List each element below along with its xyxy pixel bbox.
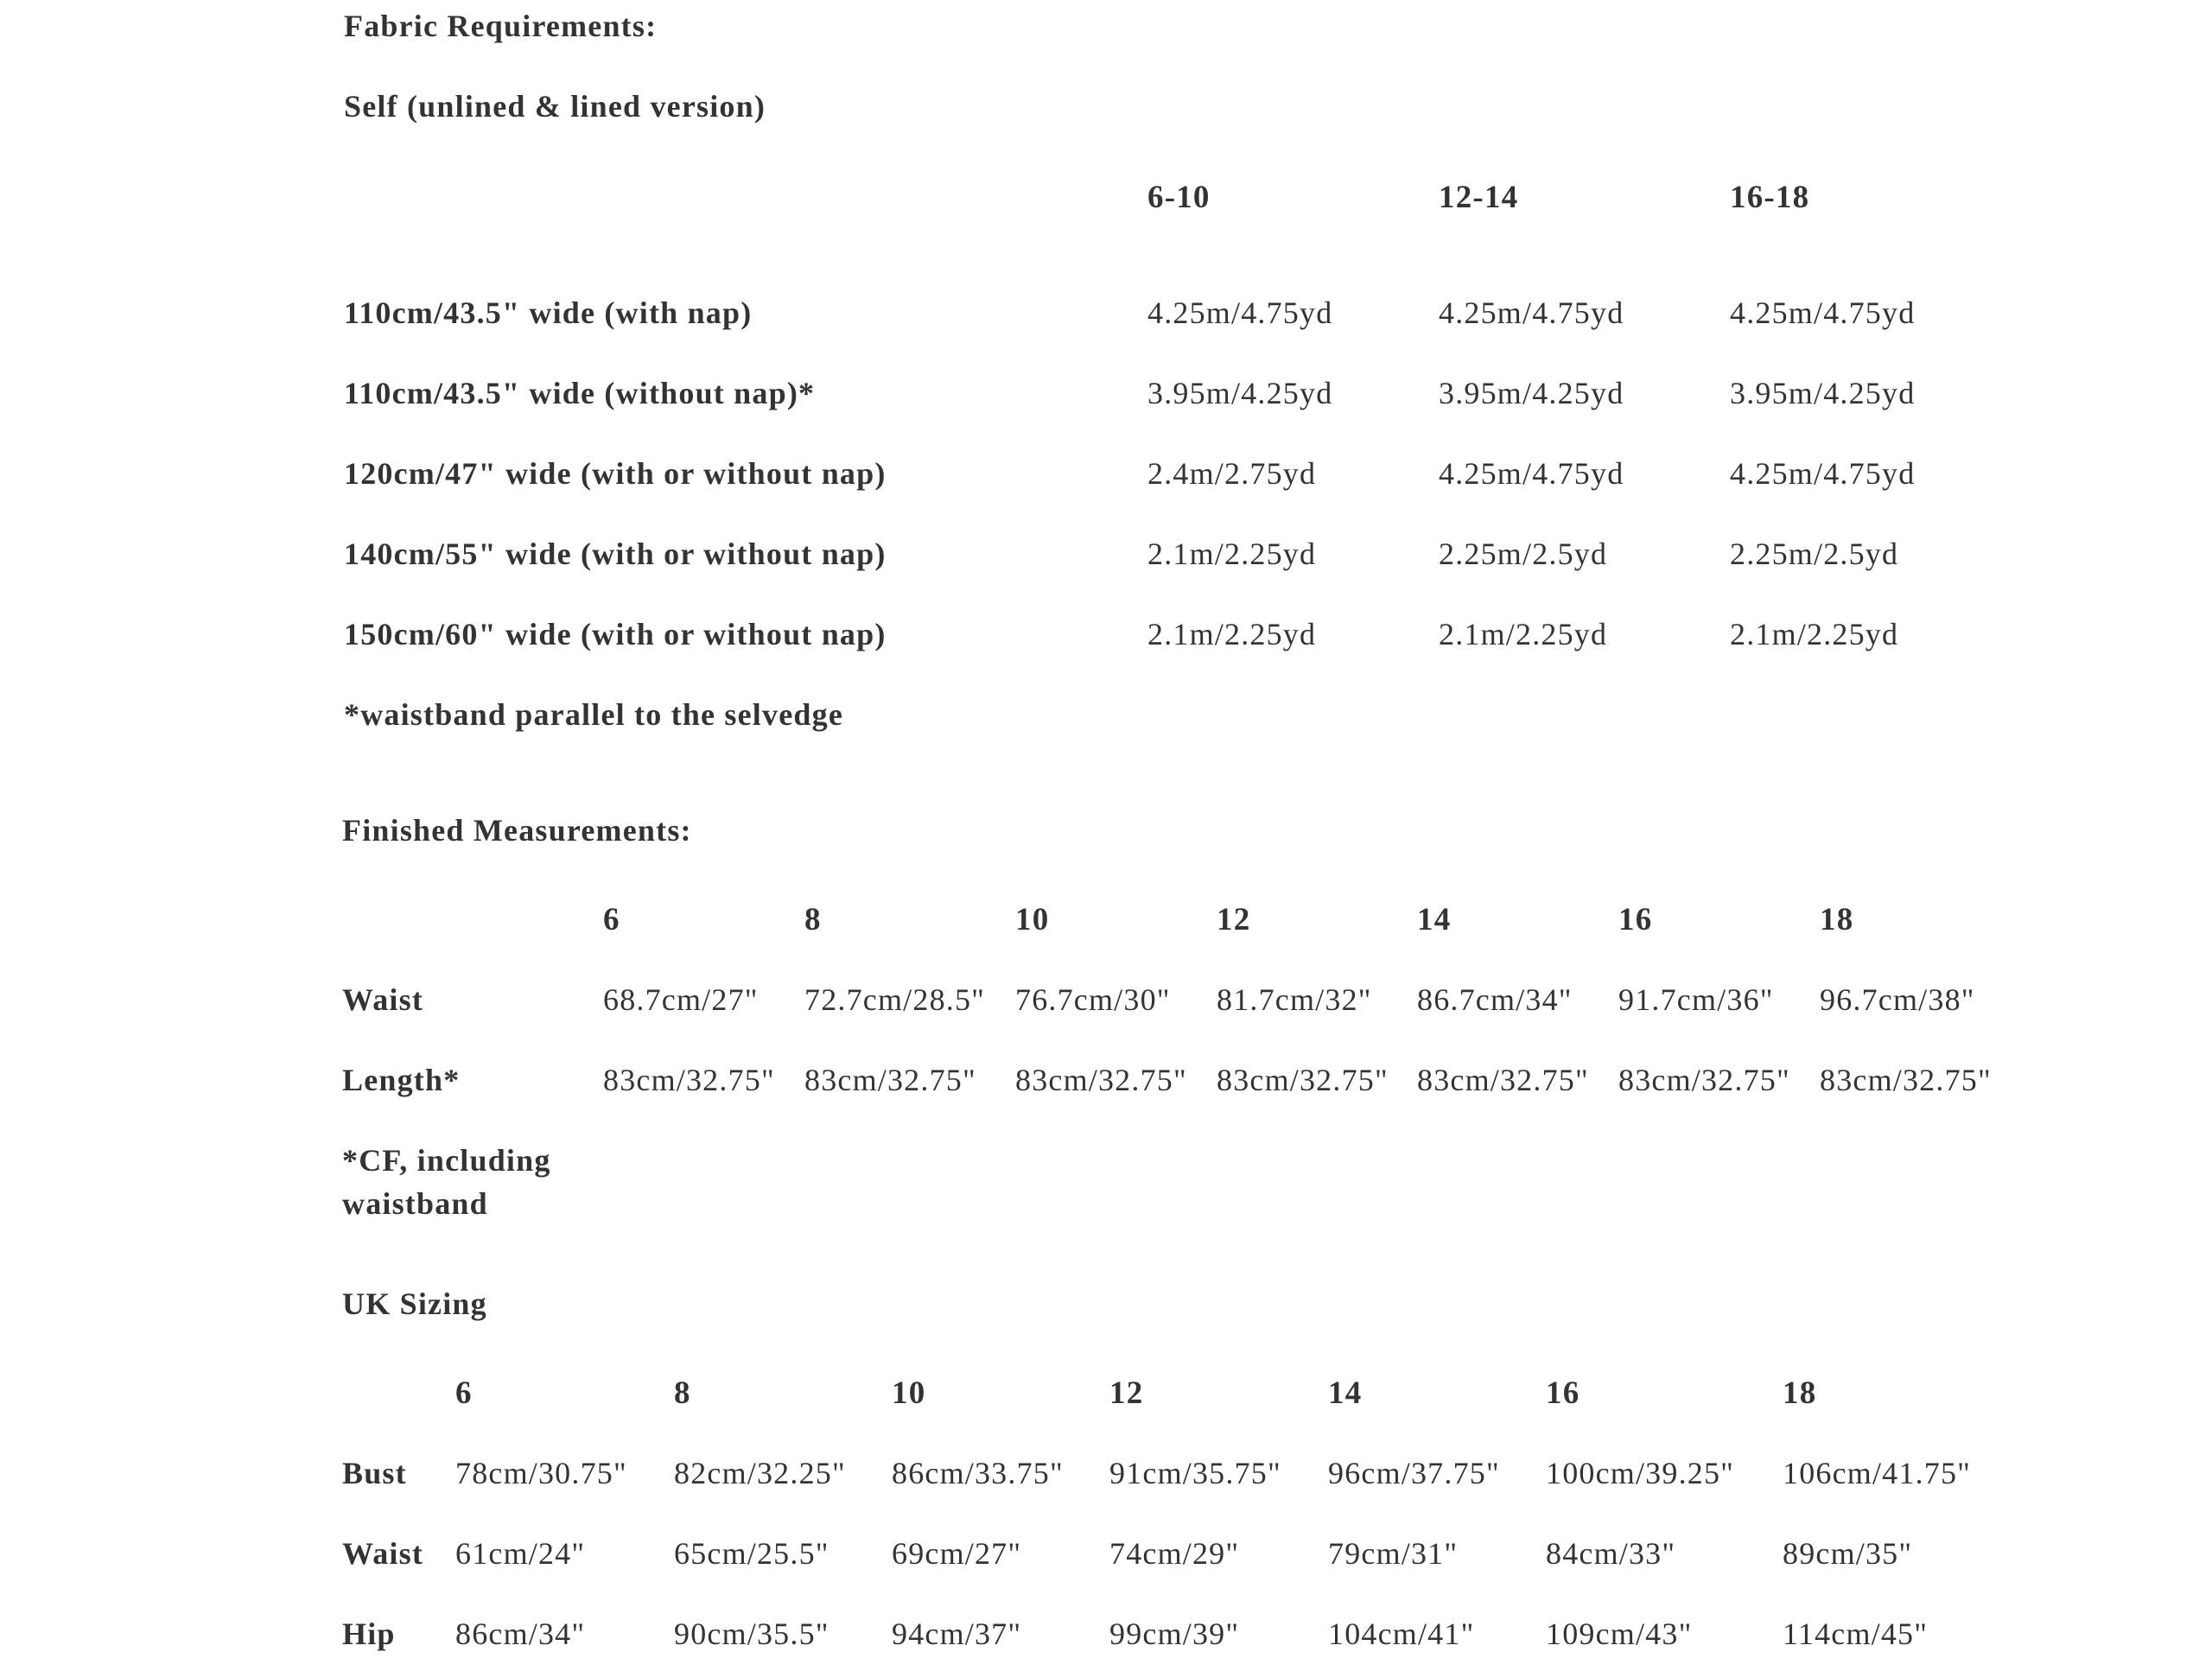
size-col-header: 8: [674, 1375, 691, 1411]
sizing-cell: 109cm/43": [1546, 1617, 1693, 1651]
sizing-cell: 69cm/27": [892, 1536, 1022, 1571]
fabric-cell: 2.1m/2.25yd: [1147, 617, 1317, 651]
sizing-cell: 61cm/24": [455, 1536, 586, 1571]
fabric-cell: 4.25m/4.75yd: [1730, 295, 1916, 330]
fabric-cell: 2.25m/2.5yd: [1730, 537, 1899, 571]
sizing-cell: 89cm/35": [1783, 1536, 1913, 1571]
measurement-cell: 83cm/32.75": [1820, 1063, 1992, 1097]
measurement-cell: 72.7cm/28.5": [804, 982, 986, 1017]
sizing-cell: 84cm/33": [1546, 1536, 1676, 1571]
fabric-cell: 4.25m/4.75yd: [1439, 456, 1624, 491]
measurements-footnote-line2: waistband: [342, 1186, 488, 1221]
measurements-footnote-line1: *CF, including: [342, 1143, 551, 1178]
sizing-cell: 65cm/25.5": [674, 1536, 830, 1571]
fabric-cell: 2.1m/2.25yd: [1439, 617, 1608, 651]
measurement-cell: 86.7cm/34": [1417, 982, 1573, 1017]
size-col-header: 12: [1217, 902, 1251, 937]
size-col-header: 10: [1015, 902, 1050, 937]
fabric-row-label: 150cm/60" wide (with or without nap): [344, 617, 887, 651]
fabric-cell: 2.1m/2.25yd: [1147, 537, 1317, 571]
sizing-cell: 86cm/33.75": [892, 1456, 1064, 1490]
measurement-cell: 83cm/32.75": [603, 1063, 775, 1097]
fabric-cell: 4.25m/4.75yd: [1439, 295, 1624, 330]
fabric-row-label: 120cm/47" wide (with or without nap): [344, 456, 887, 491]
measurement-cell: 83cm/32.75": [1417, 1063, 1589, 1097]
finished-measurements-title: Finished Measurements:: [342, 813, 692, 848]
fabric-cell: 4.25m/4.75yd: [1147, 295, 1333, 330]
measurement-cell: 83cm/32.75": [804, 1063, 976, 1097]
sizing-row-label: Bust: [342, 1456, 407, 1490]
fabric-footnote: *waistband parallel to the selvedge: [344, 697, 843, 732]
size-col-header: 14: [1328, 1375, 1363, 1411]
measurement-cell: 76.7cm/30": [1015, 982, 1171, 1017]
measurement-cell: 96.7cm/38": [1820, 982, 1975, 1017]
fabric-row-label: 110cm/43.5" wide (with nap): [344, 295, 753, 330]
size-col-header: 16: [1546, 1375, 1580, 1411]
measurement-cell: 81.7cm/32": [1217, 982, 1372, 1017]
fabric-row-label: 110cm/43.5" wide (without nap)*: [344, 376, 816, 410]
size-col-header: 16: [1618, 902, 1653, 937]
sizing-cell: 100cm/39.25": [1546, 1456, 1735, 1490]
fabric-requirements-subtitle: Self (unlined & lined version): [344, 89, 766, 124]
uk-sizing-title: UK Sizing: [342, 1286, 487, 1321]
size-col-header: 18: [1820, 902, 1854, 937]
size-col-header: 10: [892, 1375, 926, 1411]
sizing-cell: 82cm/32.25": [674, 1456, 846, 1490]
sizing-cell: 94cm/37": [892, 1617, 1022, 1651]
measurement-cell: 83cm/32.75": [1618, 1063, 1790, 1097]
measurement-cell: 68.7cm/27": [603, 982, 759, 1017]
fabric-cell: 3.95m/4.25yd: [1730, 376, 1916, 410]
measurement-cell: 83cm/32.75": [1015, 1063, 1187, 1097]
fabric-cell: 3.95m/4.25yd: [1439, 376, 1624, 410]
size-col-header: 6: [603, 902, 620, 937]
fabric-cell: 2.25m/2.5yd: [1439, 537, 1608, 571]
fabric-row-label: 140cm/55" wide (with or without nap): [344, 537, 887, 571]
measurement-cell: 83cm/32.75": [1217, 1063, 1389, 1097]
sizing-cell: 74cm/29": [1109, 1536, 1240, 1571]
sizing-cell: 106cm/41.75": [1783, 1456, 1972, 1490]
sizing-cell: 96cm/37.75": [1328, 1456, 1500, 1490]
fabric-requirements-title: Fabric Requirements:: [344, 9, 658, 43]
measurement-row-label: Length*: [342, 1063, 461, 1097]
fabric-cell: 4.25m/4.75yd: [1730, 456, 1916, 491]
sizing-cell: 79cm/31": [1328, 1536, 1459, 1571]
sizing-cell: 104cm/41": [1328, 1617, 1475, 1651]
sizing-cell: 114cm/45": [1783, 1617, 1929, 1651]
fabric-col-header: 12-14: [1439, 180, 1519, 215]
sizing-cell: 78cm/30.75": [455, 1456, 627, 1490]
fabric-cell: 3.95m/4.25yd: [1147, 376, 1333, 410]
fabric-col-header: 16-18: [1730, 180, 1810, 215]
size-col-header: 14: [1417, 902, 1452, 937]
fabric-col-header: 6-10: [1147, 180, 1211, 215]
fabric-cell: 2.1m/2.25yd: [1730, 617, 1899, 651]
measurement-cell: 91.7cm/36": [1618, 982, 1774, 1017]
sizing-cell: 91cm/35.75": [1109, 1456, 1281, 1490]
size-col-header: 12: [1109, 1375, 1144, 1411]
measurement-row-label: Waist: [342, 982, 424, 1017]
size-col-header: 18: [1783, 1375, 1817, 1411]
sizing-cell: 86cm/34": [455, 1617, 586, 1651]
size-col-header: 8: [804, 902, 822, 937]
sizing-cell: 90cm/35.5": [674, 1617, 830, 1651]
size-col-header: 6: [455, 1375, 473, 1411]
sizing-row-label: Hip: [342, 1617, 396, 1651]
sizing-cell: 99cm/39": [1109, 1617, 1240, 1651]
sizing-row-label: Waist: [342, 1536, 424, 1571]
fabric-cell: 2.4m/2.75yd: [1147, 456, 1317, 491]
